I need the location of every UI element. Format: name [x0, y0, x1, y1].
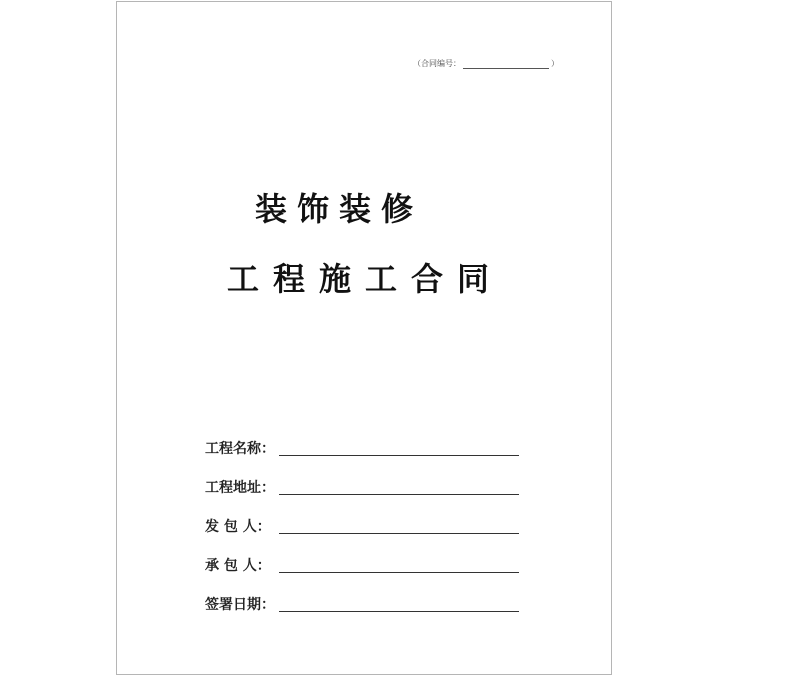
title-line-2: 工程施工合同: [226, 260, 503, 298]
field-employer: [205, 497, 519, 536]
field-blank-project-name: [279, 454, 519, 456]
field-signing-date: [205, 575, 519, 614]
field-blank-project-address: [279, 493, 519, 495]
field-project-name: [205, 419, 519, 458]
field-label-signing-date: 签署日期：: [205, 597, 275, 613]
contract-number-suffix: ）: [551, 59, 559, 68]
field-blank-employer: [279, 532, 519, 534]
contract-number-prefix: （合同编号：: [413, 59, 461, 68]
field-label-employer: 发 包 人：: [205, 519, 271, 535]
field-blank-signing-date: [279, 610, 519, 612]
contract-number: [413, 58, 559, 69]
field-blank-contractor: [279, 571, 519, 573]
field-contractor: [205, 536, 519, 575]
document-page: [116, 1, 612, 675]
field-label-contractor: 承 包 人：: [205, 558, 271, 574]
field-label-project-name: 工程名称：: [205, 441, 275, 457]
title-line-1: 装饰装修: [254, 190, 423, 228]
contract-fields: [205, 419, 519, 614]
field-project-address: [205, 458, 519, 497]
field-label-project-address: 工程地址：: [205, 480, 275, 496]
contract-number-blank: [463, 60, 549, 69]
